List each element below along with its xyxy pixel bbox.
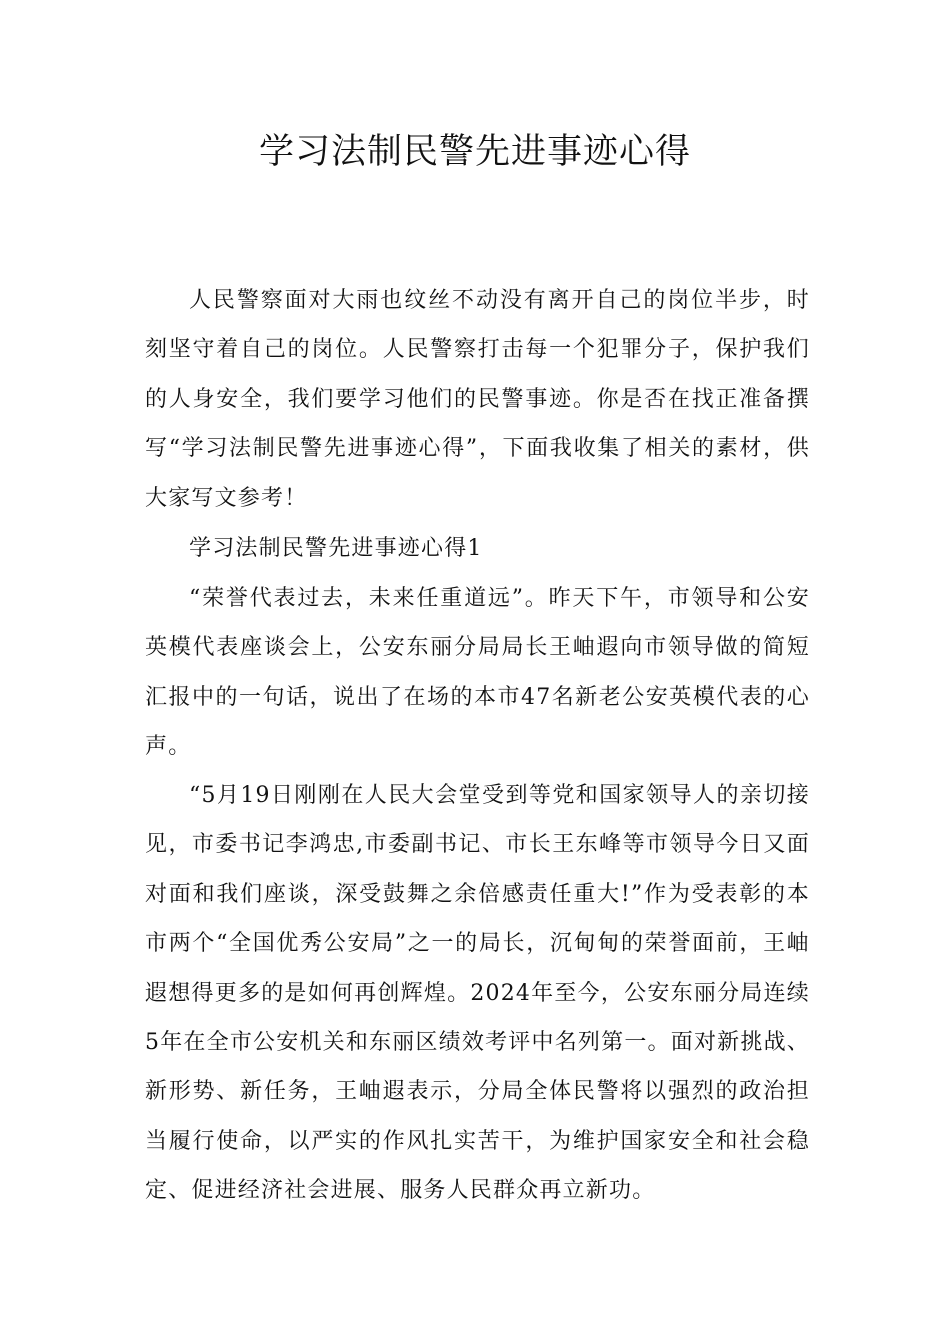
section-heading: 学习法制民警先进事迹心得1: [189, 536, 483, 561]
intro-paragraph: 人民警察面对大雨也纹丝不动没有离开自己的岗位半步，时刻坚守着自己的岗位。人民警察打击每一个犯罪分子，保护我们的人身安全，我们要学习他们的民警事迹。你是否在找正准备撰写“学习法制民警先进事迹心得”，下面我收集了相关的素材，供大家写文参考！: [145, 288, 810, 511]
body-paragraph-1: “荣誉代表过去，未来任重道远”。昨天下午，市领导和公安英模代表座谈会上，公安东丽分局局长王岫遐向市领导做的简短汇报中的一句话，说出了在场的本市47名新老公安英模代表的心声。: [145, 586, 810, 760]
body-paragraph-2: “5月19日刚刚在人民大会堂受到等党和国家领导人的亲切接见，市委书记李鸿忠,市委副书记、市长王东峰等市领导今日又面对面和我们座谈，深受鼓舞之余倍感责任重大!”作为受表彰的本市两个“全国优秀公安局”之一的局长，沉甸甸的荣誉面前，王岫遐想得更多的是如何再创辉煌。2024年至今，公安东丽分局连续5年在全市公安机关和东丽区绩效考评中名列第一。面对新挑战、新形势、新任务，王岫遐表示，分局全体民警将以强烈的政治担当履行使命，以严实的作风扎实苦干，为维护国家安全和社会稳定、促进经济社会进展、服务人民群众再立新功。: [145, 783, 810, 1204]
document-title: 学习法制民警先进事迹心得: [258, 132, 691, 172]
